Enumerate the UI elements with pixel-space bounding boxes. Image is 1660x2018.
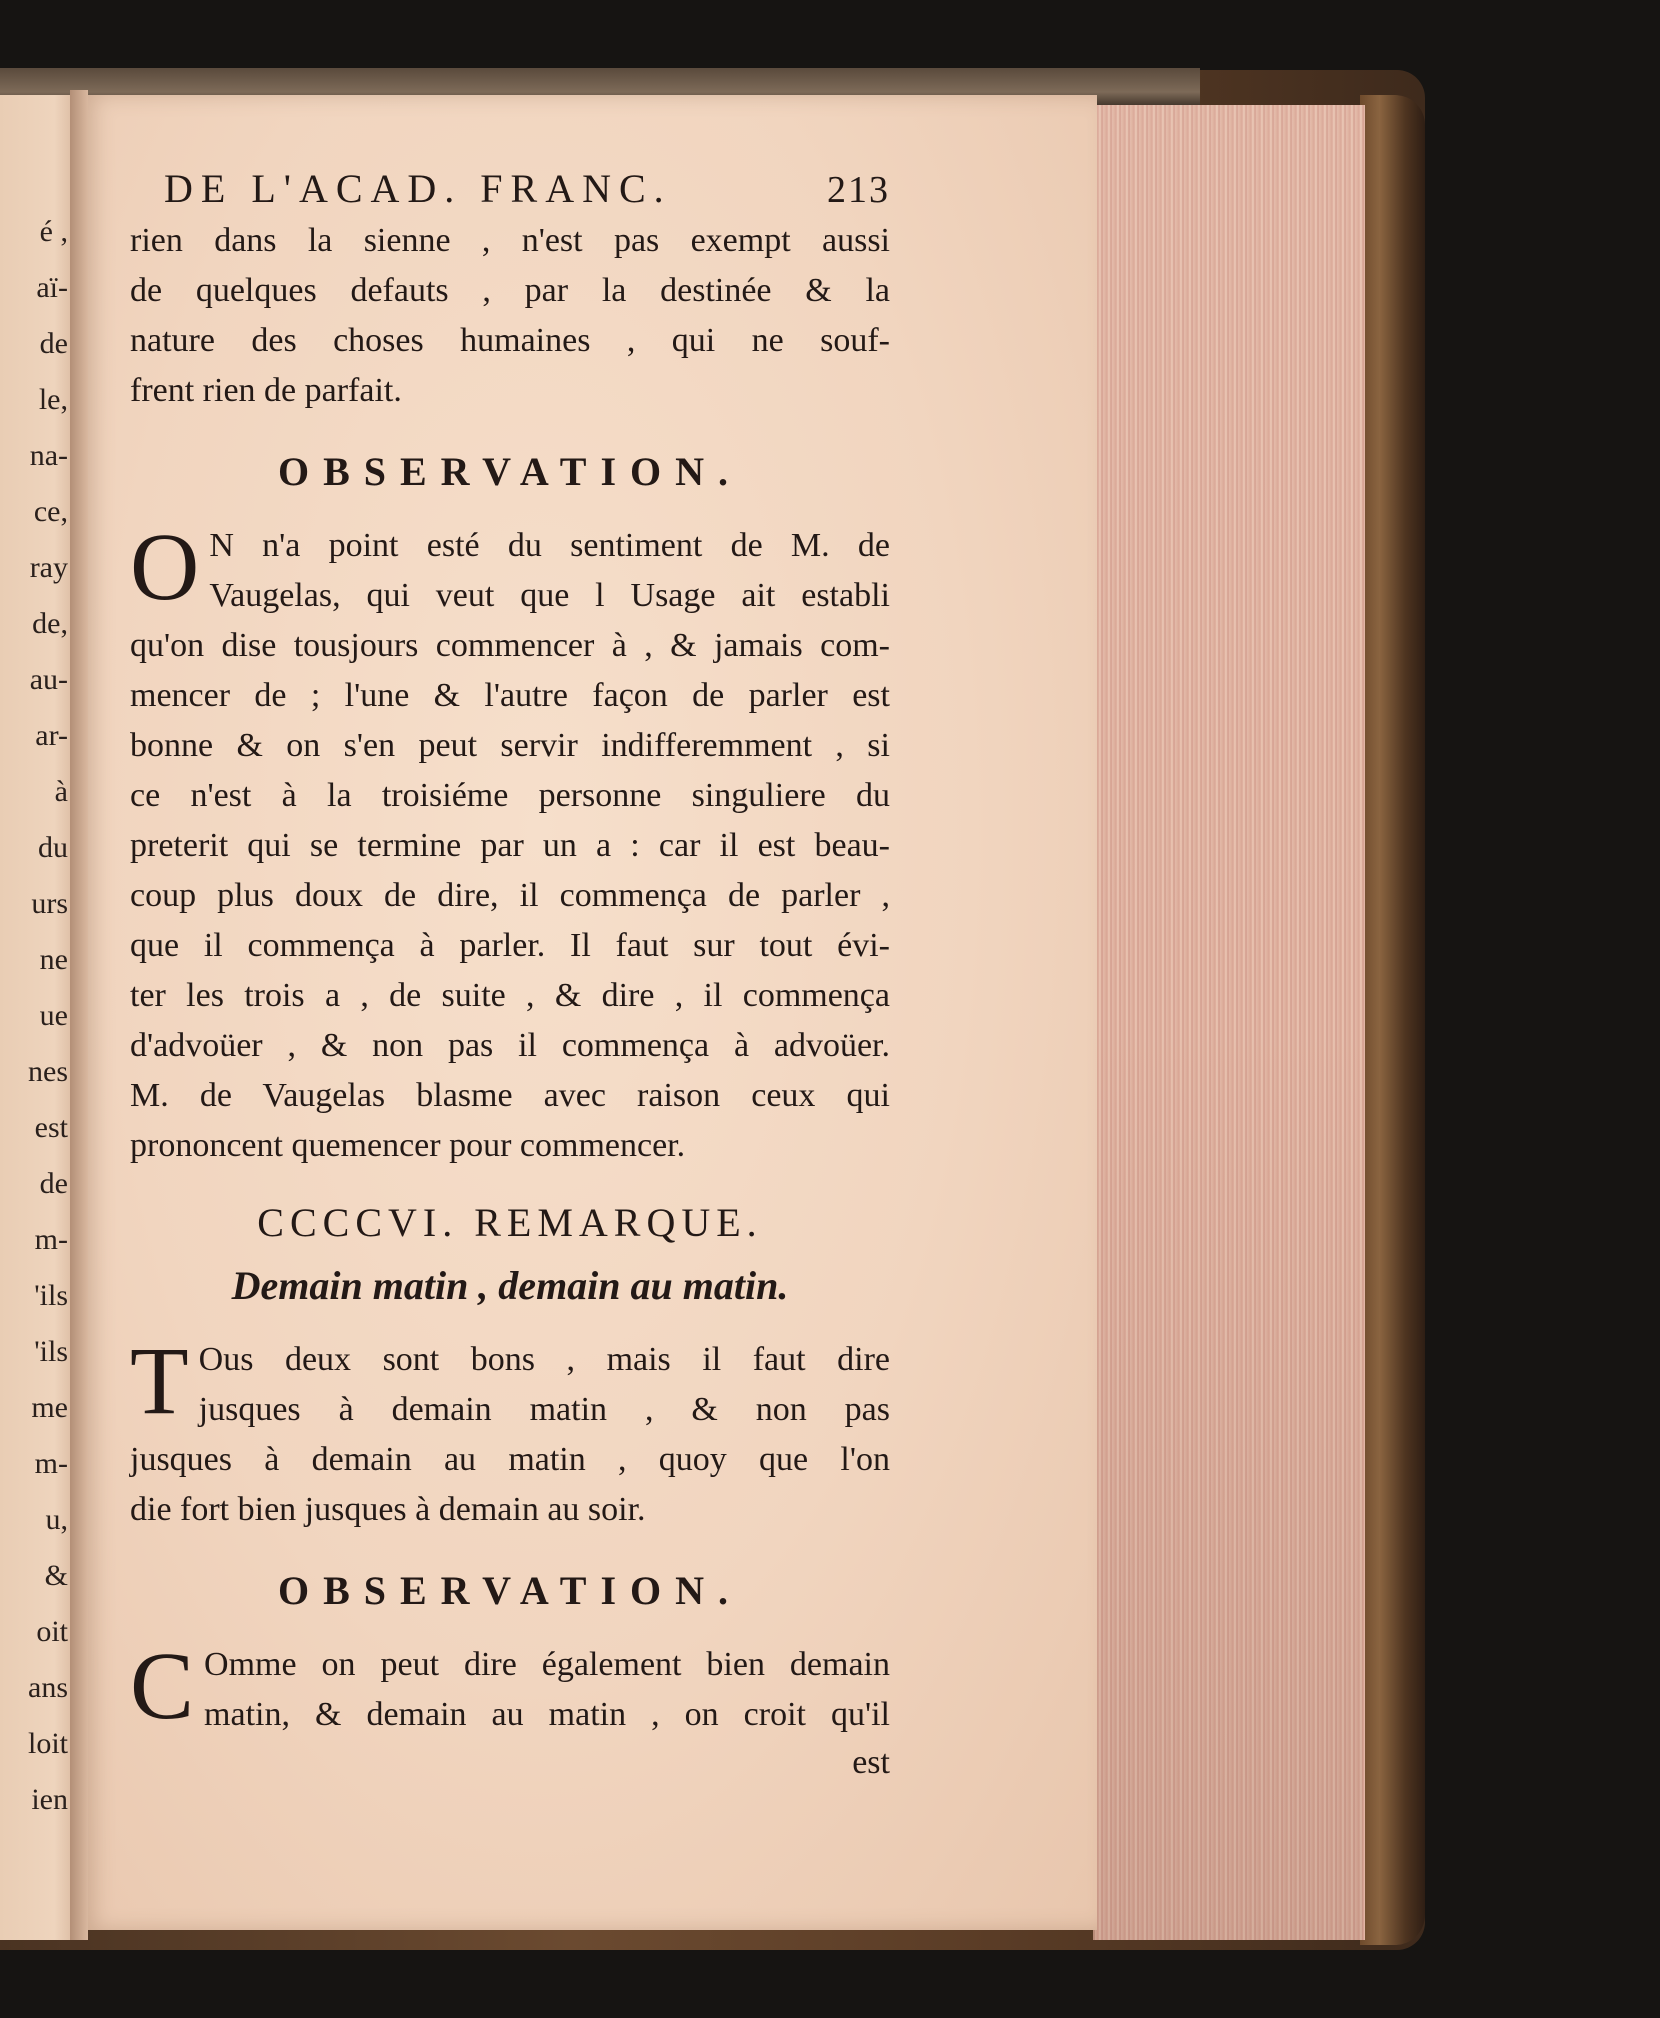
running-title: DE L'ACAD. FRANC.: [164, 166, 672, 211]
remarque-heading: CCCCVI. REMARQUE.: [257, 1200, 763, 1245]
intro-paragraph: [130, 216, 890, 416]
left-page-fragment: de: [39, 327, 68, 360]
left-page-fragment: à: [54, 775, 68, 808]
left-page-fragment: au-: [29, 663, 68, 696]
left-page-fragment: de,: [32, 607, 68, 640]
left-page-fragment: ans: [28, 1671, 68, 1704]
left-page-fragment: urs: [31, 887, 68, 920]
left-page-fragment: me: [31, 1391, 68, 1424]
drop-cap: O: [130, 513, 200, 620]
text-line: preterit qui se termine par un a : car il est beau-: [130, 827, 890, 864]
text-line: Ous deux sont bons , mais il faut dire: [198, 1341, 890, 1378]
text-line: rien dans la sienne , n'est pas exempt aussi: [130, 222, 890, 259]
text-line: ce n'est à la troisiéme personne singuliere du: [130, 777, 890, 814]
left-page-sliver: [0, 95, 78, 1940]
observation-paragraph: [130, 513, 890, 1171]
catchword: est: [852, 1744, 890, 1781]
page-number: 213: [827, 169, 890, 211]
text-line: que il commença à parler. Il faut sur tout évi-: [130, 927, 890, 964]
left-page-fragment: de: [39, 1167, 68, 1200]
observation-heading: OBSERVATION.: [277, 1568, 743, 1613]
left-page-fragment: du: [38, 831, 68, 864]
drop-cap: T: [130, 1327, 189, 1434]
remarque-paragraph: [130, 1327, 890, 1535]
text-line: bonne & on s'en peut servir indifferemment , si: [130, 727, 890, 764]
left-page-fragment: ue: [39, 999, 68, 1032]
left-page-fragment: loit: [27, 1727, 68, 1760]
left-page-fragment: ce,: [33, 495, 68, 528]
text-line: jusques à demain matin , & non pas: [198, 1391, 890, 1428]
left-page-fragment: 'ils: [34, 1335, 68, 1368]
text-line: M. de Vaugelas blasme avec raison ceux qui: [130, 1077, 890, 1114]
text-line: frent rien de parfait.: [130, 372, 402, 409]
gutter: [70, 90, 88, 1940]
page-text: [130, 165, 890, 1782]
left-page-fragment: é ,: [39, 215, 68, 248]
left-page-fragment: m-: [34, 1447, 68, 1480]
back-board: [1360, 95, 1425, 1945]
observation-paragraph: [130, 1632, 890, 1740]
left-page-fragment: ray: [29, 551, 68, 584]
remarque-subheading: Demain matin , demain au matin.: [231, 1263, 789, 1308]
left-page-fragment: &: [44, 1559, 68, 1592]
left-page-fragment: est: [34, 1111, 68, 1144]
left-page-fragment: ar-: [35, 719, 68, 752]
drop-cap: C: [130, 1632, 195, 1739]
left-page-fragment: ien: [31, 1783, 68, 1816]
left-page-fragment: aï-: [36, 271, 68, 304]
text-line: ter les trois a , de suite , & dire , il commença: [130, 977, 890, 1014]
left-page-fragment: nes: [28, 1055, 68, 1088]
observation-heading: OBSERVATION.: [277, 449, 743, 494]
text-line: N n'a point esté du sentiment de M. de: [209, 527, 890, 564]
text-line: die fort bien jusques à demain au soir.: [130, 1491, 646, 1528]
left-page-fragment: u,: [45, 1503, 68, 1536]
text-line: nature des choses humaines , qui ne souf-: [130, 322, 890, 359]
text-line: mencer de ; l'une & l'autre façon de parler est: [130, 677, 890, 714]
text-line: de quelques defauts , par la destinée & la: [130, 272, 890, 309]
left-page-fragment: 'ils: [34, 1279, 68, 1312]
text-line: jusques à demain au matin , quoy que l'on: [130, 1441, 890, 1478]
running-head: [130, 165, 890, 212]
text-line: matin, & demain au matin , on croit qu'il: [204, 1696, 890, 1733]
left-page-fragment: le,: [38, 383, 68, 416]
text-line: d'advoüer , & non pas il commença à advoüer.: [130, 1027, 890, 1064]
text-line: qu'on dise tousjours commencer à , & jamais com-: [130, 627, 890, 664]
left-page-fragment: m-: [34, 1223, 68, 1256]
text-line: Vaugelas, qui veut que l Usage ait establi: [209, 577, 890, 614]
left-page-fragment: na-: [29, 439, 68, 472]
text-line: Omme on peut dire également bien demain: [204, 1646, 890, 1683]
left-page-fragment: oit: [36, 1615, 68, 1648]
left-page-fragment: ne: [39, 943, 68, 976]
text-line: coup plus doux de dire, il commença de parler ,: [130, 877, 890, 914]
text-line: prononcent quemencer pour commencer.: [130, 1127, 686, 1164]
